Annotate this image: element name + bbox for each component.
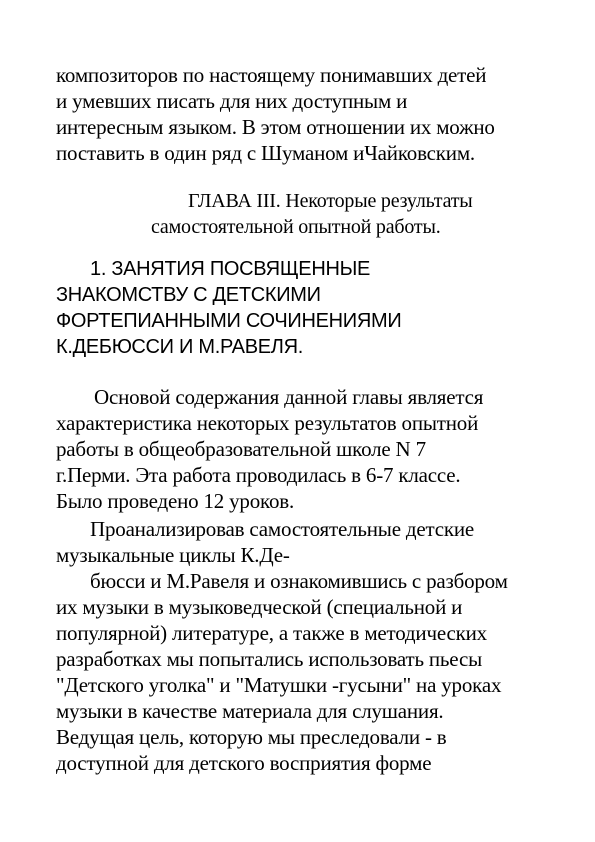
text-line: музыкальные циклы К.Де-	[56, 543, 290, 567]
text-line: музыки в качестве материала для слушания.	[56, 699, 444, 723]
text-line: Ведущая цель, которую мы преследовали - в	[56, 725, 447, 749]
text-line: Основой содержания данной главы является	[94, 385, 484, 409]
section-title-line: ЗНАКОМСТВУ С ДЕТСКИМИ	[56, 284, 321, 306]
text-line: "Детского уголка" и "Матушки -гусыни" на уроках	[56, 673, 502, 697]
text-line: работы в общеобразовательной школе N 7	[56, 437, 426, 461]
text-line: их музыки в музыковедческой (специальной и	[56, 595, 463, 619]
text-line: г.Перми. Эта работа проводилась в 6-7 классе.	[56, 463, 461, 487]
text-line: характеристика некоторых результатов опытной	[56, 411, 479, 435]
section-title-line: 1. ЗАНЯТИЯ ПОСВЯЩЕННЫЕ	[90, 258, 371, 280]
text-line: разработках мы попытались использовать пьесы	[56, 647, 482, 671]
text-line: интересным языком. В этом отношении их можно	[56, 115, 495, 139]
section-title-line: К.ДЕБЮССИ И М.РАВЕЛЯ.	[56, 336, 304, 358]
text-line: Было проведено 12 уроков.	[56, 489, 295, 513]
text-line: Проанализировав самостоятельные детские	[90, 517, 474, 541]
text-line: доступной для детского восприятия форме	[56, 751, 432, 775]
text-line: поставить в один ряд с Шуманом иЧайковским.	[56, 141, 475, 165]
text-line: бюсси и М.Равеля и ознакомившись с разбором	[90, 569, 508, 593]
section-title-line: ФОРТЕПИАННЫМИ СОЧИНЕНИЯМИ	[56, 310, 402, 332]
text-line: и умевших писать для них доступным и	[56, 89, 408, 113]
text-line: композиторов по настоящему понимавших детей	[56, 63, 487, 87]
text-line: популярной) литературе, а также в методических	[56, 621, 487, 645]
heading-line: ГЛАВА III. Некоторые результаты	[188, 190, 473, 212]
heading-line: самостоятельной опытной работы.	[151, 216, 441, 238]
